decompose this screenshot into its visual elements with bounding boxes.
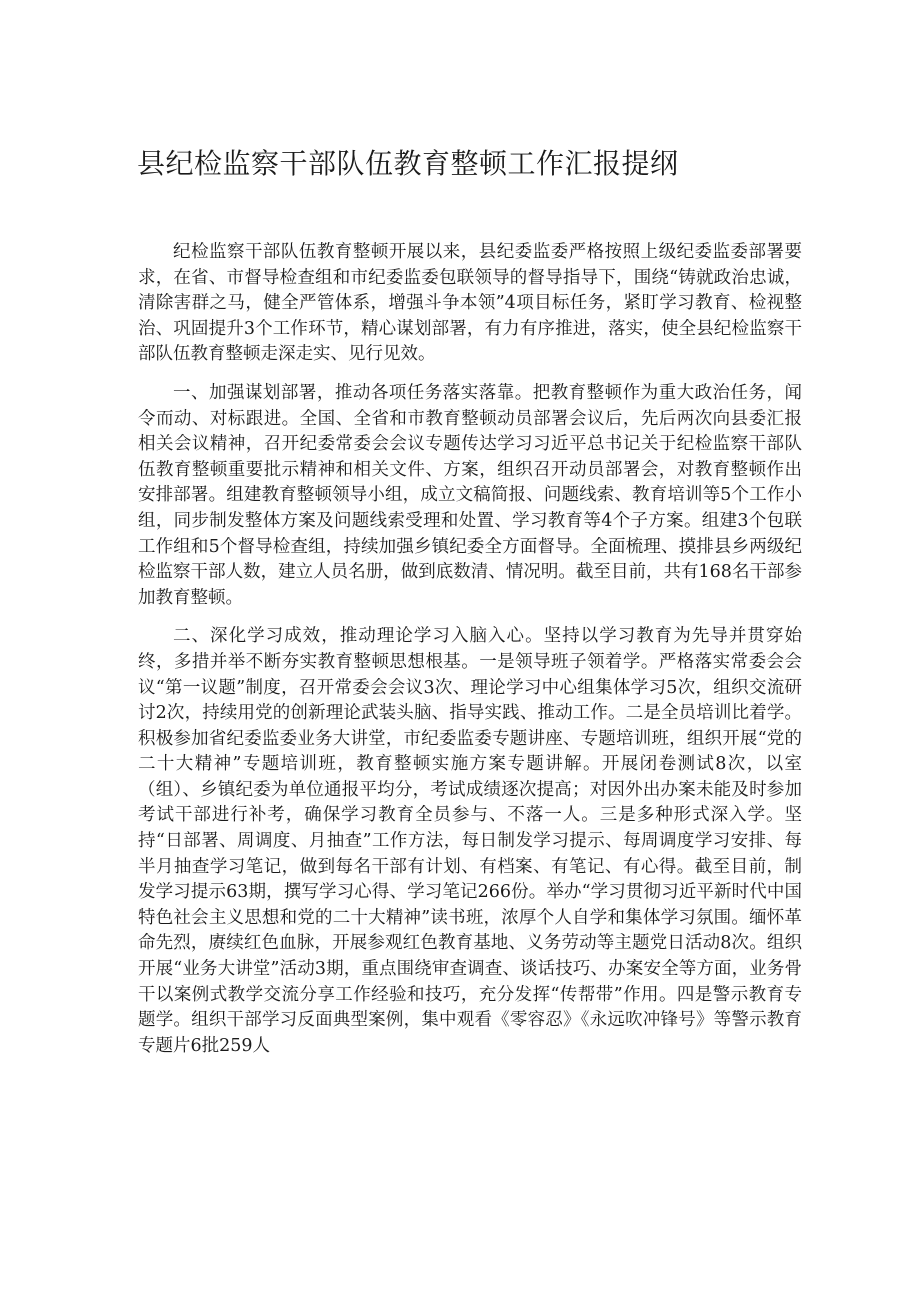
paragraph-intro: 纪检监察干部队伍教育整顿开展以来，县纪委监委严格按照上级纪委监委部署要求，在省、市督导检查组和市纪委监委包联领导的督导指导下，围绕“铸就政治忠诚，清除害群之马，健全严管体系，增强斗争本领”4项目标任务，紧盯学习教育、检视整治、巩固提升3个工作环节，精心谋划部署，有力有序推进，落实，使全县纪检监察干部队伍教育整顿走深走实、见行见效。 — [138, 242, 802, 365]
paragraph-section-1: 一、加强谋划部署，推动各项任务落实落靠。把教育整顿作为重大政治任务，闻令而动、对标跟进。全国、全省和市教育整顿动员部署会议后，先后两次向县委汇报相关会议精神，召开纪委常委会会议专题传达学习习近平总书记关于纪检监察干部队伍教育整顿重要批示精神和相关文件、方案，组织召开动员部署会，对教育整顿作出安排部署。组建教育整顿领导小组，成立文稿简报、问题线索、教育培训等5个工作小组，同步制发整体方案及问题线索受理和处置、学习教育等4个子方案。组建3个包联工作组和5个督导检查组，持续加强乡镇纪委全方面督导。全面梳理、摸排县乡两级纪检监察干部人数，建立人员名册，做到底数清、情况明。截至目前，共有168名干部参加教育整顿。 — [138, 382, 802, 608]
paragraph-section-2: 二、深化学习成效，推动理论学习入脑入心。坚持以学习教育为先导并贯穿始终，多措并举不断夯实教育整顿思想根基。一是领导班子领着学。严格落实常委会会议“第一议题”制度，召开常委会会议3次、理论学习中心组集体学习5次，组织交流研讨2次，持续用党的创新理论武装头脑、指导实践、推动工作。二是全员培训比着学。积极参加省纪委监委业务大讲堂，市纪委监委专题讲座、专题培训班，组织开展“党的二十大精神”专题培训班，教育整顿实施方案专题讲解。开展闭卷测试8次，以室（组）、乡镇纪委为单位通报平均分，考试成绩逐次提高；对因外出办案未能及时参加考试干部进行补考，确保学习教育全员参与、不落一人。三是多种形式深入学。坚持“日部署、周调度、月抽查”工作方法，每日制发学习提示、每周调度学习安排、每半月抽查学习笔记，做到每名干部有计划、有档案、有笔记、有心得。截至目前，制发学习提示63期，撰写学习心得、学习笔记266份。举办“学习贯彻习近平新时代中国特色社会主义思想和党的二十大精神”读书班，浓厚个人自学和集体学习氛围。缅怀革命先烈，赓续红色血脉，开展参观红色教育基地、义务劳动等主题党日活动8次。组织开展“业务大讲堂”活动3期，重点围绕审查调查、谈话技巧、办案安全等方面，业务骨干以案例式教学交流分享工作经验和技巧，充分发挥“传帮带”作用。四是警示教育专题学。组织干部学习反面典型案例，集中观看《零容忍》《永远吹冲锋号》等警示教育专题片6批259人 — [138, 626, 802, 1056]
document-body — [138, 240, 802, 1072]
document-title: 县纪检监察干部队伍教育整顿工作汇报提纲 — [137, 147, 679, 180]
